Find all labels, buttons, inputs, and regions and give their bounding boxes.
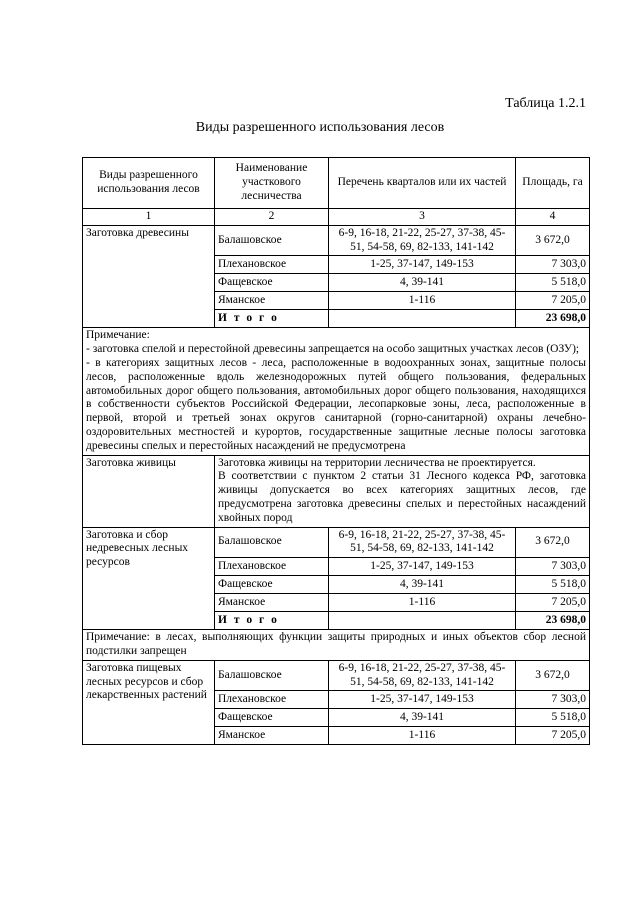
table-caption: Таблица 1.2.1	[505, 96, 586, 111]
quarters-cell: 1-25, 37-147, 149-153	[329, 558, 516, 576]
total-label: И т о г о	[215, 612, 329, 630]
area-cell: 7 205,0	[516, 594, 590, 612]
forestry-cell: Плехановское	[215, 558, 329, 576]
note-row	[83, 328, 590, 455]
note-row	[83, 630, 590, 661]
header-cell: Виды разрешенного использования лесов	[83, 158, 215, 209]
area-cell: 3 672,0	[516, 660, 590, 691]
resin-text-line2: В соответствии с пунктом 2 статьи 31 Лесного кодекса РФ, заготовка живицы допускается во всех категориях защитных лесов, где предусмотрена заготовка древесины спелых и перестойных насаждений хвойных пород	[218, 470, 586, 524]
use-type-cell: Заготовка живицы	[83, 455, 215, 527]
forestry-cell: Фащевское	[215, 274, 329, 292]
use-type-cell: Заготовка древесины	[83, 225, 215, 328]
quarters-cell: 1-25, 37-147, 149-153	[329, 256, 516, 274]
area-cell: 7 303,0	[516, 256, 590, 274]
table-row	[83, 527, 590, 558]
column-number: 1	[83, 209, 215, 226]
header-cell: Площадь, га	[516, 158, 590, 209]
quarters-cell: 6-9, 16-18, 21-22, 25-27, 37-38, 45-51, 54-58, 69, 82-133, 141-142	[329, 225, 516, 256]
header-cell: Перечень кварталов или их частей	[329, 158, 516, 209]
use-type-cell: Заготовка и сбор недревесных лесных ресурсов	[83, 527, 215, 630]
forestry-cell: Балашовское	[215, 660, 329, 691]
total-label: И т о г о	[215, 310, 329, 328]
forestry-cell: Фащевское	[215, 576, 329, 594]
use-type-cell: Заготовка пищевых лесных ресурсов и сбор лекарственных растений	[83, 660, 215, 745]
area-cell: 7 303,0	[516, 558, 590, 576]
column-number: 4	[516, 209, 590, 226]
area-cell: 5 518,0	[516, 709, 590, 727]
forestry-cell: Балашовское	[215, 225, 329, 256]
quarters-cell: 1-25, 37-147, 149-153	[329, 691, 516, 709]
empty-cell	[329, 612, 516, 630]
note-text: Примечание: - заготовка спелой и перестойной древесины запрещается на особо защитных участках лесов (ОЗУ); - в категориях защитных лесов - леса, расположенные в водоохранных зонах, защитные полосы лесов, расположенные вдоль железнодорожных путей общего пользования, федеральных автомобильных дорог общего пользования, автомобильных дорог общего пользования, находящихся в собственности субъектов Российской Федерации, лесопарковые зоны, леса, расположенные в первой, второй и третьей зонах округов санитарной (горно-санитарной) охраны лечебно-оздоровительных местностей и курортов, государственные защитные лесные полосы заготовка древесины спелых и перестойных насаждений не предусмотрена	[83, 328, 590, 455]
forestry-cell: Яманское	[215, 292, 329, 310]
quarters-cell: 4, 39-141	[329, 274, 516, 292]
quarters-cell: 4, 39-141	[329, 576, 516, 594]
header-row	[83, 158, 590, 209]
area-cell: 5 518,0	[516, 576, 590, 594]
forestry-cell: Яманское	[215, 594, 329, 612]
resin-text-line1: Заготовка живицы на территории лесничества не проектируется.	[218, 456, 536, 469]
column-number: 3	[329, 209, 516, 226]
table-row	[83, 455, 590, 527]
forest-use-table	[82, 157, 590, 745]
quarters-cell: 1-116	[329, 594, 516, 612]
resin-info-cell	[215, 455, 590, 527]
total-area: 23 698,0	[516, 310, 590, 328]
quarters-cell: 1-116	[329, 292, 516, 310]
total-area: 23 698,0	[516, 612, 590, 630]
empty-cell	[329, 310, 516, 328]
forestry-cell: Яманское	[215, 727, 329, 745]
area-cell: 7 205,0	[516, 727, 590, 745]
quarters-cell: 4, 39-141	[329, 709, 516, 727]
forestry-cell: Плехановское	[215, 256, 329, 274]
table-title: Виды разрешенного использования лесов	[195, 120, 445, 135]
column-number: 2	[215, 209, 329, 226]
forestry-cell: Плехановское	[215, 691, 329, 709]
note-text: Примечание: в лесах, выполняющих функции защиты природных и иных объектов сбор лесной подстилки запрещен	[83, 630, 590, 661]
quarters-cell: 6-9, 16-18, 21-22, 25-27, 37-38, 45-51, 54-58, 69, 82-133, 141-142	[329, 660, 516, 691]
forestry-cell: Балашовское	[215, 527, 329, 558]
forestry-cell: Фащевское	[215, 709, 329, 727]
table-row	[83, 225, 590, 256]
quarters-cell: 1-116	[329, 727, 516, 745]
area-cell: 5 518,0	[516, 274, 590, 292]
column-number-row	[83, 209, 590, 226]
area-cell: 7 205,0	[516, 292, 590, 310]
area-cell: 3 672,0	[516, 225, 590, 256]
area-cell: 3 672,0	[516, 527, 590, 558]
quarters-cell: 6-9, 16-18, 21-22, 25-27, 37-38, 45-51, 54-58, 69, 82-133, 141-142	[329, 527, 516, 558]
header-cell: Наименование участкового лесничества	[215, 158, 329, 209]
area-cell: 7 303,0	[516, 691, 590, 709]
table-row	[83, 660, 590, 691]
